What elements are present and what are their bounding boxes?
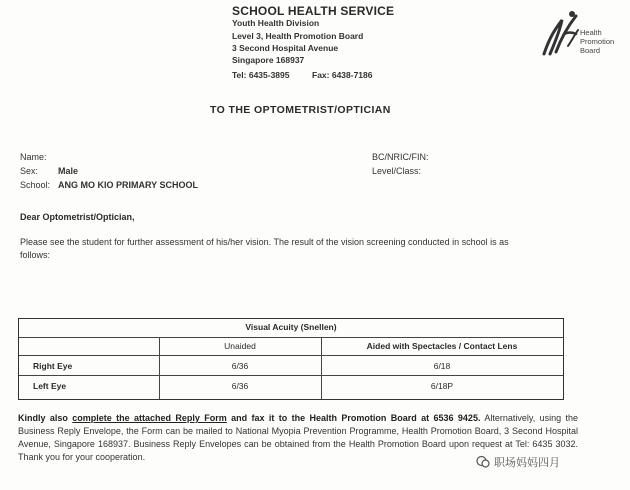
address-line-3: Singapore 168937: [232, 55, 305, 65]
reply-form-link: complete the attached Reply Form: [72, 413, 227, 423]
greeting: Dear Optometrist/Optician,: [20, 212, 135, 222]
right-eye-unaided: 6/36: [231, 361, 249, 371]
watermark: [476, 454, 560, 470]
row-label-left-eye: Left Eye: [33, 381, 67, 391]
school-value: ANG MO KIO PRIMARY SCHOOL: [58, 180, 199, 190]
fax-instruction: and fax it to the Health Promotion Board at 6536 9425.: [231, 413, 481, 423]
visual-acuity-table: [18, 318, 564, 400]
sex-label: Sex:: [20, 166, 39, 176]
tel-line: Tel: 6435-3895: [232, 70, 290, 80]
right-eye-aided: 6/18: [433, 361, 451, 371]
name-label: Name:: [20, 152, 47, 162]
nric-label: BC/NRIC/FIN:: [372, 152, 429, 162]
table-divider: [19, 375, 563, 376]
division-line: Youth Health Division: [232, 18, 320, 28]
left-eye-unaided: 6/36: [231, 381, 249, 391]
level-label: Level/Class:: [372, 166, 422, 176]
logo-text-3: Board: [580, 46, 601, 55]
addressee-heading: TO THE OPTOMETRIST/OPTICIAN: [210, 104, 391, 116]
row-label-right-eye: Right Eye: [33, 361, 73, 371]
fax-line: Fax: 6438-7186: [312, 70, 373, 80]
address-line-2: 3 Second Hospital Avenue: [232, 43, 339, 53]
school-label: School:: [20, 180, 51, 190]
left-eye-aided: 6/18P: [430, 381, 454, 391]
logo-text-2: Promotion: [580, 37, 615, 46]
intro-paragraph: Please see the student for further assessment of his/her vision. The result of the vision screening conducted in school is as follows:: [20, 237, 509, 260]
col-header-unaided: Unaided: [224, 341, 256, 351]
table-divider: [19, 337, 563, 338]
wechat-icon: [476, 455, 490, 469]
closing-rest: Alternatively, using the Business Reply Envelope, the Form can be mailed to National Myopia Prevention Programme, Health Promotion Board, 3 Second Hospital Avenue, Singapore 168937. Business Reply Envelopes can be obtained from the Health Promotion Board upon request at Tel: 6435 3032. Thank you for your cooperation.: [18, 413, 578, 462]
table-divider: [19, 355, 563, 356]
watermark-text: 职场妈妈四月: [494, 457, 560, 469]
col-header-aided: Aided with Spectacles / Contact Lens: [366, 341, 518, 351]
sex-value: Male: [58, 166, 79, 176]
address-line-1: Level 3, Health Promotion Board: [232, 31, 364, 41]
kindly-text: Kindly also: [18, 413, 68, 423]
org-title: SCHOOL HEALTH SERVICE: [232, 4, 395, 18]
logo-text-1: Health: [580, 28, 602, 37]
table-title: Visual Acuity (Snellen): [245, 322, 337, 332]
